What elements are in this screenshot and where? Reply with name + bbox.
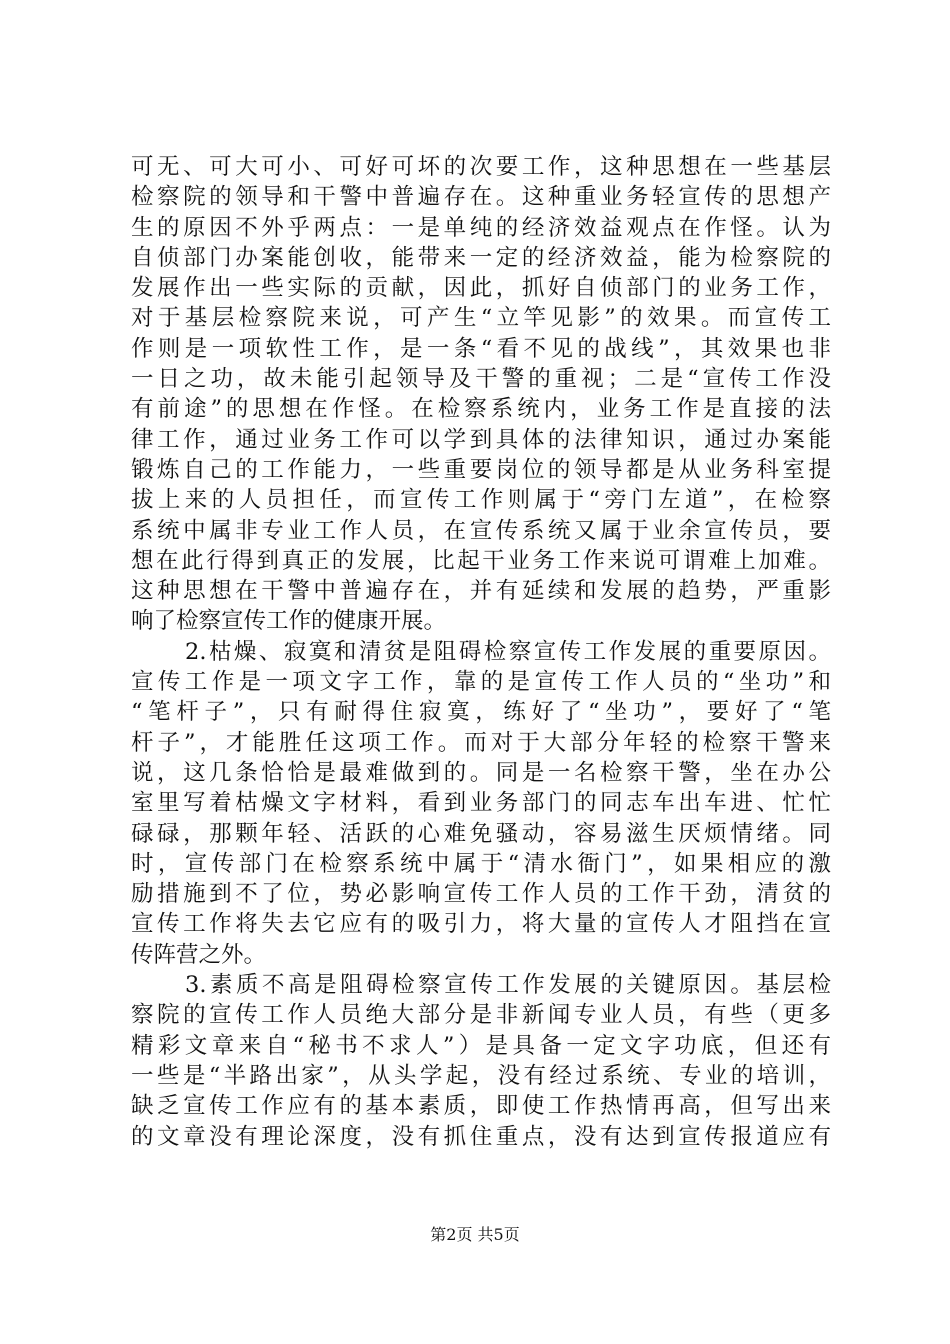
text-line: 宣传工作是一项文字工作，靠的是宣传工作人员的“坐功”和 [131,669,831,696]
text-line: 说，这几条恰恰是最难做到的。同是一名检察干警，坐在办公 [131,759,831,786]
text-line: 传阵营之外。 [131,941,267,968]
page-footer: 第2页 共5页 [430,1225,520,1244]
text-line: 精彩文章来自“秘书不求人”）是具备一定文字功底，但还有 [131,1032,831,1059]
text-line: 2.枯燥、寂寞和清贫是阻碍检察宣传工作发展的重要原因。 [185,638,831,665]
text-line: 的文章没有理论深度，没有抓住重点，没有达到宣传报道应有 [131,1123,831,1150]
text-line: 励措施到不了位，势必影响宣传工作人员的工作干劲，清贫的 [131,881,831,908]
text-line: 一些是“半路出家”，从头学起，没有经过系统、专业的培训， [131,1062,831,1089]
text-line: 碌碌，那颗年轻、活跃的心难免骚动，容易滋生厌烦情绪。同 [131,820,831,847]
text-line: 杆子”，才能胜任这项工作。而对于大部分年轻的检察干警来 [131,729,831,756]
text-line: “笔杆子”，只有耐得住寂寞，练好了“坐功”，要好了“笔 [131,699,831,726]
text-line: 缺乏宣传工作应有的基本素质，即使工作热情再高，但写出来 [131,1093,831,1120]
text-line: 一日之功，故未能引起领导及干警的重视；二是“宣传工作没 [131,366,831,393]
text-line: 检察院的领导和干警中普遍存在。这种重业务轻宣传的思想产 [131,184,831,211]
text-line: 3.素质不高是阻碍检察宣传工作发展的关键原因。基层检 [185,972,831,999]
body-text [131,152,831,1152]
text-line: 室里写着枯燥文字材料，看到业务部门的同志车出车进、忙忙 [131,790,831,817]
text-line: 生的原因不外乎两点：一是单纯的经济效益观点在作怪。认为 [131,214,831,241]
text-line: 锻炼自己的工作能力，一些重要岗位的领导都是从业务科室提 [131,456,831,483]
text-line: 这种思想在干警中普遍存在，并有延续和发展的趋势，严重影 [131,578,831,605]
text-line: 可无、可大可小、可好可坏的次要工作，这种思想在一些基层 [131,154,831,180]
text-line: 有前途”的思想在作怪。在检察系统内，业务工作是直接的法 [131,396,831,423]
text-line: 宣传工作将失去它应有的吸引力，将大量的宣传人才阻挡在宣 [131,911,831,938]
text-line: 响了检察宣传工作的健康开展。 [131,608,447,635]
text-line: 对于基层检察院来说，可产生“立竿见影”的效果。而宣传工 [131,305,831,332]
text-line: 时，宣传部门在检察系统中属于“清水衙门”，如果相应的激 [131,850,831,877]
text-line: 拔上来的人员担任，而宣传工作则属于“旁门左道”，在检察 [131,487,831,514]
text-line: 发展作出一些实际的贡献，因此，抓好自侦部门的业务工作， [131,275,831,302]
text-line: 律工作，通过业务工作可以学到具体的法律知识，通过办案能 [131,426,831,453]
text-line: 察院的宣传工作人员绝大部分是非新闻专业人员，有些（更多 [131,1002,831,1029]
text-line: 想在此行得到真正的发展，比起干业务工作来说可谓难上加难。 [131,547,831,574]
text-line: 系统中属非专业工作人员，在宣传系统又属于业余宣传员，要 [131,517,831,544]
text-line: 自侦部门办案能创收，能带来一定的经济效益，能为检察院的 [131,244,831,271]
text-line: 作则是一项软性工作，是一条“看不见的战线”，其效果也非 [131,335,831,362]
